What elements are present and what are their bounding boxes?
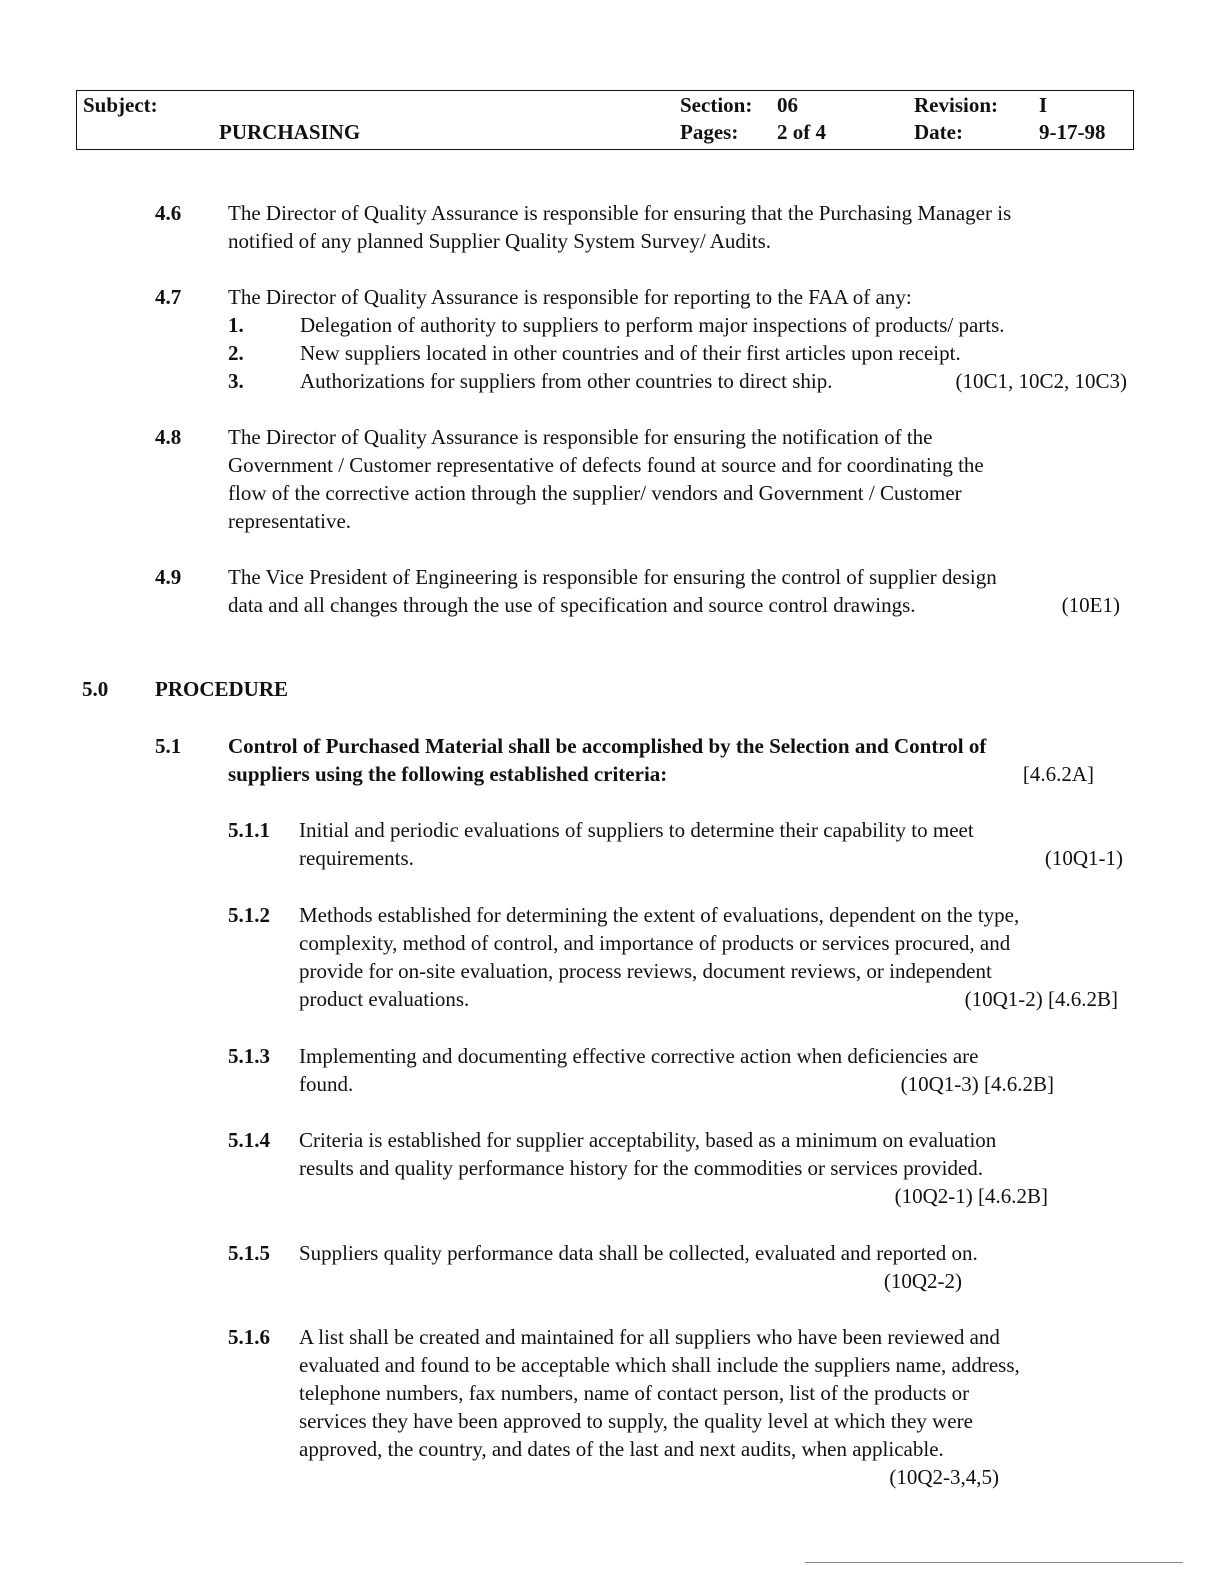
paragraph-line: Criteria is established for supplier acceptability, based as a minimum on evaluation	[299, 1128, 997, 1152]
reference-code: (10E1)	[1061, 593, 1120, 617]
subitem-number: 5.1.5	[228, 1241, 270, 1265]
item-number: 5.1	[155, 734, 182, 758]
reference-code: (10Q2-2)	[883, 1269, 962, 1293]
revision-label: Revision:	[914, 93, 998, 117]
item-number: 4.7	[155, 285, 182, 309]
reference-code: (10C1, 10C2, 10C3)	[955, 369, 1127, 393]
subitem-number: 5.1.6	[228, 1325, 270, 1349]
section-title: PROCEDURE	[155, 677, 289, 701]
subitem-number: 5.1.4	[228, 1128, 270, 1152]
paragraph-line: requirements.	[299, 846, 414, 870]
subitem-number: 5.1.2	[228, 903, 270, 927]
paragraph-line: Implementing and documenting effective corrective action when deficiencies are	[299, 1044, 979, 1068]
list-item-text: New suppliers located in other countries and of their first articles upon receipt.	[300, 341, 961, 365]
paragraph-line: provide for on-site evaluation, process reviews, document reviews, or independent	[299, 959, 992, 983]
paragraph-line: flow of the corrective action through the supplier/ vendors and Government / Customer	[228, 481, 962, 505]
paragraph-line: Initial and periodic evaluations of suppliers to determine their capability to meet	[299, 818, 974, 842]
section-value: 06	[777, 93, 798, 117]
pages-value: 2 of 4	[777, 120, 826, 144]
paragraph-line: found.	[299, 1072, 354, 1096]
paragraph-line: The Director of Quality Assurance is responsible for ensuring that the Purchasing Manager is	[228, 201, 1012, 225]
paragraph-line: results and quality performance history for the commodities or services provided.	[299, 1156, 984, 1180]
paragraph-line: complexity, method of control, and importance of products or services procured, and	[299, 931, 1011, 955]
paragraph-line: services they have been approved to supply, the quality level at which they were	[299, 1409, 973, 1433]
paragraph-line: representative.	[228, 509, 352, 533]
paragraph-line: The Vice President of Engineering is responsible for ensuring the control of supplier design	[228, 565, 997, 589]
paragraph-line: Methods established for determining the extent of evaluations, dependent on the type,	[299, 903, 1020, 927]
footer-rule	[805, 1562, 1183, 1563]
reference-code: (10Q1-3) [4.6.2B]	[900, 1072, 1054, 1096]
paragraph-line: suppliers using the following established criteria:	[228, 762, 668, 786]
item-number: 4.8	[155, 425, 182, 449]
reference-code: (10Q1-2) [4.6.2B]	[964, 987, 1118, 1011]
subitem-number: 5.1.1	[228, 818, 270, 842]
date-label: Date:	[914, 120, 963, 144]
reference-code: [4.6.2A]	[1022, 762, 1094, 786]
paragraph-line: Government / Customer representative of defects found at source and for coordinating the	[228, 453, 984, 477]
item-number: 4.9	[155, 565, 182, 589]
subitem-number: 5.1.3	[228, 1044, 270, 1068]
paragraph-line: approved, the country, and dates of the last and next audits, when applicable.	[299, 1437, 944, 1461]
pages-label: Pages:	[680, 120, 739, 144]
paragraph-line: telephone numbers, fax numbers, name of contact person, list of the products or	[299, 1381, 970, 1405]
paragraph-line: notified of any planned Supplier Quality System Survey/ Audits.	[228, 229, 772, 253]
list-number: 1.	[228, 313, 244, 337]
list-number: 2.	[228, 341, 244, 365]
revision-value: I	[1039, 93, 1048, 117]
paragraph-line: A list shall be created and maintained for all suppliers who have been reviewed and	[299, 1325, 1000, 1349]
list-item-text: Delegation of authority to suppliers to perform major inspections of products/ parts.	[300, 313, 1005, 337]
section-number: 5.0	[82, 677, 109, 701]
subject-label: Subject:	[83, 93, 158, 117]
paragraph-line: evaluated and found to be acceptable which shall include the suppliers name, address,	[299, 1353, 1020, 1377]
reference-code: (10Q2-3,4,5)	[889, 1465, 999, 1489]
paragraph-line: product evaluations.	[299, 987, 470, 1011]
paragraph-line: The Director of Quality Assurance is responsible for reporting to the FAA of any:	[228, 285, 912, 309]
item-number: 4.6	[155, 201, 182, 225]
list-item-text: Authorizations for suppliers from other countries to direct ship.	[300, 369, 833, 393]
list-number: 3.	[228, 369, 244, 393]
paragraph-line: Control of Purchased Material shall be accomplished by the Selection and Control of	[228, 734, 987, 758]
reference-code: (10Q2-1) [4.6.2B]	[894, 1184, 1048, 1208]
section-label: Section:	[680, 93, 753, 117]
paragraph-line: The Director of Quality Assurance is responsible for ensuring the notification of the	[228, 425, 933, 449]
reference-code: (10Q1-1)	[1044, 846, 1123, 870]
subject-value: PURCHASING	[219, 120, 361, 144]
paragraph-line: data and all changes through the use of specification and source control drawings.	[228, 593, 916, 617]
paragraph-line: Suppliers quality performance data shall be collected, evaluated and reported on.	[299, 1241, 978, 1265]
date-value: 9-17-98	[1039, 120, 1106, 144]
